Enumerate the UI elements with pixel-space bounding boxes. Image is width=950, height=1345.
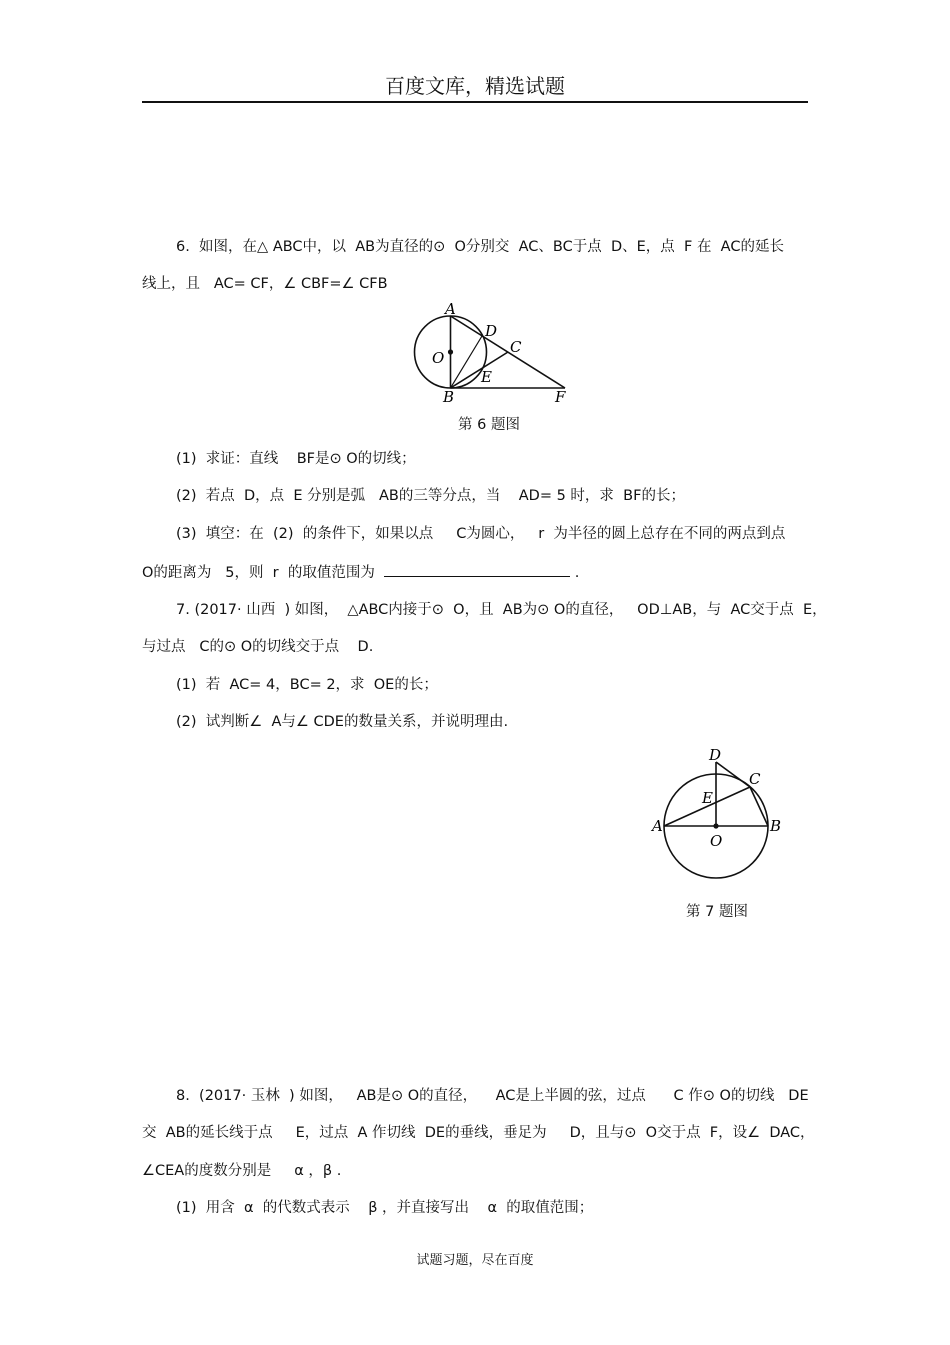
page-header-title: 百度文库，精选试题 [385,74,565,98]
header-rule [142,101,808,103]
q7-label-c: C [749,770,761,788]
q6-label-b: B [443,388,455,406]
q7-segment-cb [750,787,768,826]
q6-label-f: F [555,388,566,406]
q7-text-line2: 与过点 C的⊙ O的切线交于点 D. [142,639,374,655]
q7-label-d: D [709,746,722,764]
q7-label-o: O [710,832,723,850]
q6-part3-line2 [142,562,579,583]
q6-figure-caption: 第 6 题图 [458,417,520,433]
q6-text-line1: 6. 如图，在△ ABC中，以 AB为直径的⊙ O分别交 AC、BC于点 D、E，点 F 在 AC的延长 [176,239,784,255]
q7-text-line1: 7. (2017· 山西 ) 如图， △ABC内接于⊙ O，且 AB为⊙ O的直径， OD⊥AB，与 AC交于点 E， [176,602,827,618]
q7-figure [645,742,790,882]
q6-part3-end: . [574,565,580,581]
page-footer: 试题习题，尽在百度 [416,1253,534,1268]
q6-label-e: E [481,368,492,386]
q7-center-point [713,823,718,828]
q8-part1: (1) 用含 α 的代数式表示 β ，并直接写出 α 的取值范围； [176,1200,594,1216]
q6-part3-text: O的距离为 5，则 r 的取值范围为 [142,565,375,581]
q6-segment-bc [451,352,509,388]
q6-answer-blank [384,562,570,577]
q6-label-d: D [485,322,498,340]
q6-label-a: A [445,300,456,318]
q7-label-b: B [770,817,782,835]
q6-part1: (1) 求证：直线 BF是⊙ O的切线； [176,451,416,467]
q6-figure [405,300,580,408]
q7-diagram [645,742,790,882]
q8-text-line3: ∠CEA的度数分别是 α ，β . [142,1163,342,1179]
q6-text-line2: 线上，且 AC= CF，∠ CBF=∠ CFB [142,276,388,292]
q6-part2: (2) 若点 D，点 E 分别是弧 AB的三等分点，当 AD= 5 时，求 BF的长； [176,488,685,504]
q6-diagram [405,300,580,408]
q7-label-a: A [652,817,663,835]
q7-label-e: E [702,789,713,807]
q6-center-point [448,349,453,354]
q7-part1: (1) 若 AC= 4，BC= 2，求 OE的长； [176,677,438,693]
q6-part3-line1: (3) 填空：在 (2) 的条件下，如果以点 C为圆心， r 为半径的圆上总存在不同的两点到点 [176,526,786,542]
q6-label-c: C [510,338,522,356]
q6-label-o: O [432,349,445,367]
q6-segment-bd [451,336,483,388]
q7-part2: (2) 试判断∠ A与∠ CDE的数量关系，并说明理由. [176,714,509,730]
q8-text-line1: 8. (2017· 玉林 ) 如图， AB是⊙ O的直径， AC是上半圆的弦，过点 C 作⊙ O的切线 DE [176,1088,809,1104]
q8-text-line2: 交 AB的延长线于点 E，过点 A 作切线 DE的垂线，垂足为 D，且与⊙ O交于点 F，设∠ DAC， [142,1125,815,1141]
q7-figure-caption: 第 7 题图 [686,904,748,920]
